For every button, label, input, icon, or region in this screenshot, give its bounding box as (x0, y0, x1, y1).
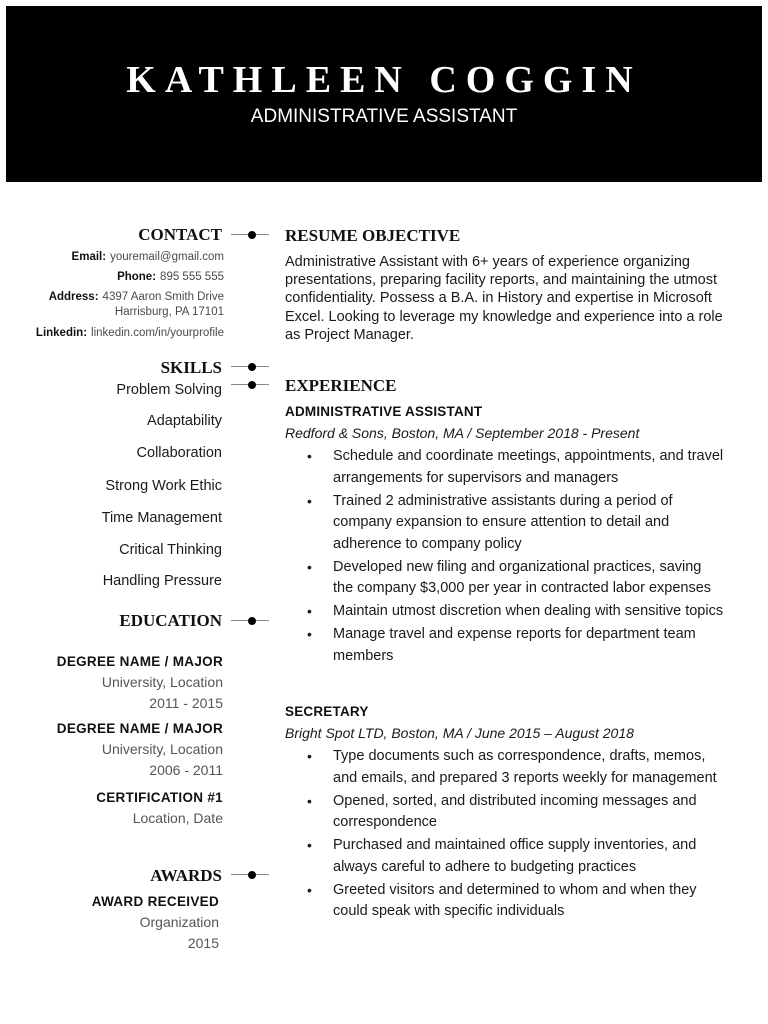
bullet-icon: • (307, 881, 312, 898)
list-item (285, 624, 725, 667)
timeline-dot-icon (248, 381, 256, 389)
job-role: SECRETARY (285, 704, 369, 719)
address-line2: Harrisburg, PA 17101 (114, 306, 224, 318)
resume-header (6, 6, 762, 182)
bullet-text: Opened, sorted, and distributed incoming messages and correspondence (333, 792, 697, 830)
skill-item: Collaboration (136, 445, 222, 461)
phone-value: 895 555 555 (160, 271, 224, 283)
bullet-icon: • (307, 626, 312, 642)
contact-address-line2 (115, 306, 224, 318)
bullet-icon: • (307, 558, 312, 575)
list-item (285, 835, 725, 878)
timeline-dot-icon (248, 617, 256, 625)
list-item (285, 880, 725, 923)
experience-heading: EXPERIENCE (285, 376, 397, 395)
bullet-icon: • (307, 792, 312, 809)
experience-marker (231, 380, 269, 390)
bullet-text: Manage travel and expense reports for department team members (333, 626, 696, 664)
bullet-text: Schedule and coordinate meetings, appointments, and travel arrangements for supervisors and managers (333, 448, 724, 486)
bullet-icon: • (307, 748, 312, 764)
skill-item: Handling Pressure (102, 573, 222, 589)
skill-item: Problem Solving (116, 382, 222, 398)
certification-details: Location, Date (132, 810, 223, 826)
timeline-dot-icon (248, 231, 256, 239)
candidate-name: KATHLEEN COGGIN (126, 59, 642, 101)
bullet-icon: • (307, 448, 312, 464)
skill-item: Adaptability (147, 413, 222, 429)
award-name: AWARD RECEIVED (91, 894, 219, 909)
bullet-icon: • (307, 492, 312, 509)
linkedin-label: Linkedin: (35, 327, 88, 339)
list-item (285, 491, 725, 556)
education-years: 2011 - 2015 (149, 695, 223, 711)
job-meta: Bright Spot LTD, Boston, MA / June 2015 – August 2018 (285, 725, 634, 741)
list-item (285, 446, 725, 489)
objective-text: Administrative Assistant with 6+ years of experience organizing presentations, preparing facility reports, and maintaining the utmost confidentiality. Possess a B.A. in History and expertise in Microsoft Excel. Looking to leverage my knowledge and experience into a role as Project Manager. (285, 254, 723, 343)
phone-label: Phone: (117, 271, 157, 283)
bullet-icon: • (307, 837, 312, 853)
certification-name: CERTIFICATION #1 (96, 790, 223, 805)
education-marker (231, 616, 269, 626)
education-school: University, Location (101, 741, 223, 757)
bullet-text: Trained 2 administrative assistants during a period of company expansion to ensure attention to detail and adherence to company policy (333, 492, 673, 552)
education-heading: EDUCATION (119, 611, 222, 630)
email-value: youremail@gmail.com (110, 251, 224, 263)
awards-marker (231, 870, 269, 880)
job-role: ADMINISTRATIVE ASSISTANT (285, 404, 483, 419)
contact-email (72, 251, 224, 263)
contact-heading: CONTACT (138, 225, 222, 244)
contact-marker (231, 230, 269, 240)
job-bullets (285, 446, 725, 669)
bullet-text: Greeted visitors and determined to whom and when they could speak with specific individuals (333, 881, 697, 919)
award-year: 2015 (187, 935, 219, 951)
objective-heading: RESUME OBJECTIVE (285, 226, 461, 245)
list-item (285, 791, 725, 834)
contact-address (49, 291, 224, 303)
job-bullets (285, 746, 725, 924)
bullet-icon: • (307, 603, 312, 619)
list-item (285, 746, 725, 789)
address-label: Address: (48, 291, 99, 303)
linkedin-value: linkedin.com/in/yourprofile (91, 327, 224, 339)
bullet-text: Purchased and maintained office supply inventories, and always careful to adhere to budgeting practices (333, 837, 697, 875)
education-degree: DEGREE NAME / MAJOR (56, 721, 223, 736)
timeline-dot-icon (248, 871, 256, 879)
skills-marker (231, 362, 269, 372)
education-degree: DEGREE NAME / MAJOR (56, 654, 223, 669)
timeline-dot-icon (248, 363, 256, 371)
bullet-text: Maintain utmost discretion when dealing with sensitive topics (333, 603, 724, 619)
skill-item: Time Management (101, 510, 222, 526)
education-school: University, Location (101, 674, 223, 690)
skill-item: Strong Work Ethic (105, 478, 222, 494)
awards-heading: AWARDS (150, 866, 222, 885)
bullet-text: Type documents such as correspondence, drafts, memos, and emails, and prepared 3 reports weekly for management (333, 748, 717, 786)
list-item (285, 601, 725, 623)
bullet-text: Developed new filing and organizational practices, saving the company $3,000 per year in contracted labor expenses (333, 558, 712, 596)
contact-phone (117, 271, 224, 283)
candidate-title: ADMINISTRATIVE ASSISTANT (250, 106, 518, 127)
education-years: 2006 - 2011 (149, 762, 223, 778)
skills-heading: SKILLS (160, 358, 222, 377)
contact-linkedin (36, 327, 224, 339)
email-label: Email: (71, 251, 107, 263)
address-line1: 4397 Aaron Smith Drive (102, 291, 224, 303)
list-item (285, 557, 725, 600)
skill-item: Critical Thinking (119, 542, 222, 558)
award-organization: Organization (139, 914, 219, 930)
job-meta: Redford & Sons, Boston, MA / September 2018 - Present (285, 425, 640, 441)
